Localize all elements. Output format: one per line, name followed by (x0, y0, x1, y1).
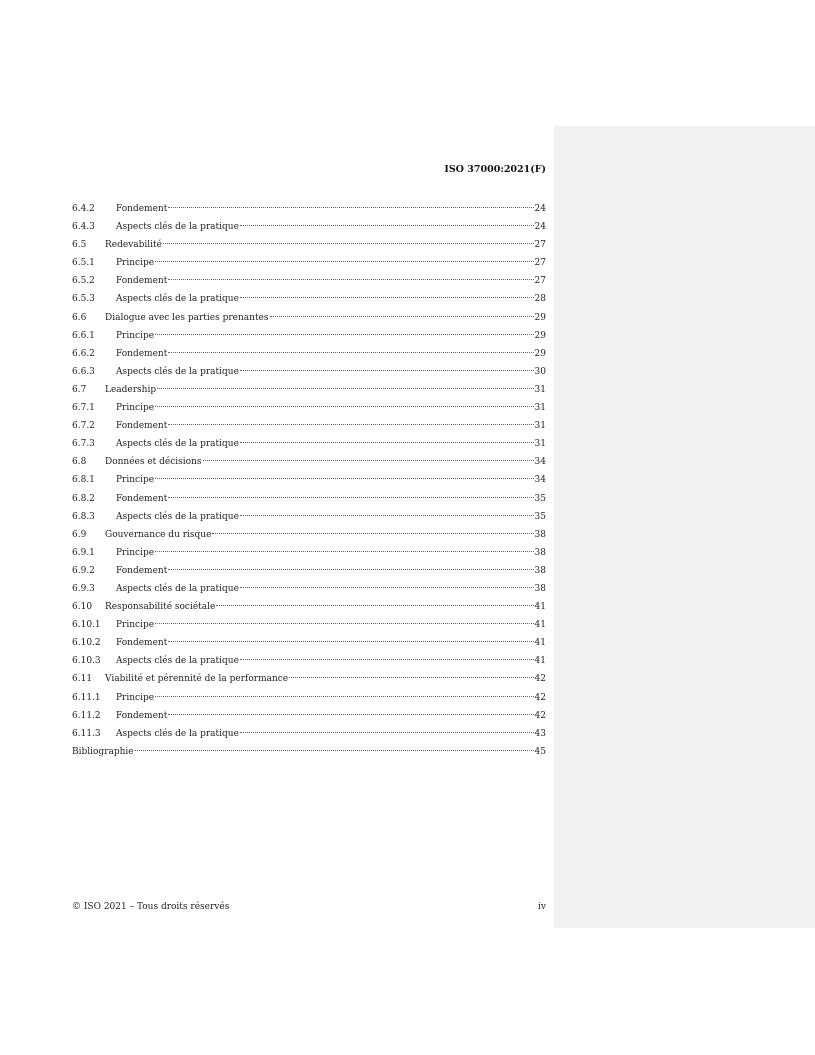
toc-dot-leader (135, 750, 534, 751)
toc-entry-page: 27 (534, 276, 546, 287)
toc-dot-leader (155, 623, 534, 624)
toc-entry[interactable] (72, 236, 546, 254)
toc-entry[interactable] (72, 471, 546, 489)
toc-entry[interactable] (72, 272, 546, 290)
toc-entry[interactable] (72, 290, 546, 308)
toc-entry-title: Aspects clés de la pratique (116, 294, 239, 305)
toc-entry-title: Fondement (116, 204, 168, 214)
toc-dot-leader (168, 207, 533, 208)
toc-entry-number: 6.11.2 (72, 710, 101, 721)
toc-entry-title: Bibliographie (72, 746, 134, 757)
toc-entry[interactable] (72, 327, 546, 345)
toc-entry-number: 6.10.1 (72, 620, 101, 631)
toc-entry[interactable] (72, 345, 546, 363)
toc-dot-leader (203, 460, 534, 461)
toc-entry-page: 27 (534, 240, 546, 251)
toc-entry-page: 41 (534, 602, 546, 613)
toc-entry-number: 6.8.1 (72, 475, 95, 486)
toc-entry-number: 6.6.2 (72, 348, 95, 359)
toc-entry-title: Principe (116, 258, 155, 269)
toc-entry[interactable] (72, 218, 546, 236)
toc-dot-leader (240, 442, 534, 443)
toc-dot-leader (155, 696, 534, 697)
toc-dot-leader (157, 388, 533, 389)
toc-entry-page: 28 (534, 294, 546, 305)
toc-dot-leader (168, 641, 533, 642)
toc-entry-title: Fondement (116, 348, 168, 359)
toc-dot-leader (168, 714, 533, 715)
toc-entry-number: 6.6.1 (72, 330, 95, 341)
toc-entry[interactable] (72, 689, 546, 707)
toc-dot-leader (163, 243, 534, 244)
toc-dot-leader (270, 316, 534, 317)
toc-entry-page: 35 (534, 511, 546, 522)
toc-entry[interactable] (72, 526, 546, 544)
toc-entry-title: Aspects clés de la pratique (116, 583, 239, 594)
toc-entry-page: 42 (534, 692, 546, 703)
toc-entry-page: 41 (534, 620, 546, 631)
toc-entry-title: Fondement (116, 565, 168, 576)
footer-copyright: © ISO 2021 – Tous droits réservés (72, 902, 230, 912)
toc-entry-number: 6.4.3 (72, 222, 95, 233)
toc-entry-page: 43 (534, 728, 546, 739)
toc-entry-page: 34 (534, 457, 546, 468)
toc-entry-title: Redevabilité (105, 240, 162, 251)
toc-entry-title: Fondement (116, 276, 168, 287)
toc-entry-title: Aspects clés de la pratique (116, 222, 239, 233)
toc-entry-page: 29 (534, 330, 546, 341)
toc-entry-title: Viabilité et pérennité de la performance (105, 674, 289, 685)
toc-entry-title: Principe (116, 475, 155, 486)
toc-entry-page: 34 (534, 475, 546, 486)
toc-entry-number: 6.8 (72, 457, 87, 468)
toc-entry-title: Aspects clés de la pratique (116, 439, 239, 450)
toc-entry[interactable] (72, 707, 546, 725)
toc-entry-number: 6.6 (72, 312, 87, 323)
toc-entry-title: Principe (116, 547, 155, 558)
toc-entry[interactable] (72, 363, 546, 381)
toc-entry-number: 6.7.1 (72, 403, 95, 414)
toc-dot-leader (289, 677, 533, 678)
toc-entry-number: 6.5.1 (72, 258, 95, 269)
toc-entry-page: 29 (534, 312, 546, 323)
toc-entry[interactable] (72, 743, 546, 761)
toc-entry[interactable] (72, 670, 546, 688)
toc-entry-title: Aspects clés de la pratique (116, 656, 239, 667)
toc-entry[interactable] (72, 580, 546, 598)
toc-entry-page: 24 (534, 204, 546, 214)
toc-dot-leader (155, 406, 534, 407)
toc-dot-leader (216, 605, 533, 606)
toc-entry-page: 31 (534, 384, 546, 395)
toc-dot-leader (240, 515, 534, 516)
toc-dot-leader (168, 279, 533, 280)
toc-entry-page: 31 (534, 421, 546, 432)
toc-entry-number: 6.5.3 (72, 294, 95, 305)
toc-dot-leader (168, 424, 533, 425)
toc-dot-leader (155, 551, 534, 552)
toc-dot-leader (212, 533, 533, 534)
toc-entry-page: 42 (534, 674, 546, 685)
toc-entry-page: 45 (534, 746, 546, 757)
toc-entry-number: 6.8.3 (72, 511, 95, 522)
toc-entry[interactable] (72, 562, 546, 580)
toc-entry-page: 41 (534, 638, 546, 649)
toc-entry-number: 6.5 (72, 240, 87, 251)
toc-entry-page: 41 (534, 656, 546, 667)
toc-entry-title: Gouvernance du risque (105, 529, 212, 540)
toc-entry-page: 38 (534, 547, 546, 558)
toc-entry-title: Aspects clés de la pratique (116, 511, 239, 522)
toc-dot-leader (155, 478, 534, 479)
document-header: ISO 37000:2021(F) (444, 164, 546, 175)
toc-entry-number: 6.7.3 (72, 439, 95, 450)
toc-dot-leader (240, 370, 534, 371)
toc-dot-leader (240, 659, 534, 660)
toc-entry-number: 6.11.1 (72, 692, 101, 703)
toc-entry-number: 6.10.2 (72, 638, 101, 649)
toc-entry[interactable] (72, 634, 546, 652)
toc-entry-title: Aspects clés de la pratique (116, 366, 239, 377)
toc-entry[interactable] (72, 381, 546, 399)
toc-entry[interactable] (72, 508, 546, 526)
toc-entry[interactable] (72, 652, 546, 670)
toc-entry-number: 6.10 (72, 602, 93, 613)
toc-entry-number: 6.11.3 (72, 728, 101, 739)
toc-entry-number: 6.8.2 (72, 493, 95, 504)
toc-dot-leader (240, 225, 534, 226)
toc-entry-page: 31 (534, 439, 546, 450)
toc-entry-page: 29 (534, 348, 546, 359)
toc-entry-title: Fondement (116, 638, 168, 649)
toc-entry-page: 38 (534, 583, 546, 594)
toc-entry-page: 27 (534, 258, 546, 269)
toc-entry-page: 24 (534, 222, 546, 233)
toc-entry-title: Fondement (116, 421, 168, 432)
toc-entry-title: Principe (116, 403, 155, 414)
toc-entry-number: 6.7 (72, 384, 87, 395)
toc-entry-number: 6.9 (72, 529, 87, 540)
toc-entry-page: 31 (534, 403, 546, 414)
toc-entry-number: 6.5.2 (72, 276, 95, 287)
toc-entry-title: Données et décisions (105, 457, 202, 468)
comment-pane (554, 126, 815, 928)
toc-entry[interactable] (72, 200, 546, 218)
toc-dot-leader (240, 732, 534, 733)
toc-entry-page: 38 (534, 565, 546, 576)
toc-entry-number: 6.6.3 (72, 366, 95, 377)
table-of-contents (72, 200, 546, 761)
toc-entry-number: 6.7.2 (72, 421, 95, 432)
toc-entry[interactable] (72, 399, 546, 417)
toc-dot-leader (168, 569, 533, 570)
toc-entry[interactable] (72, 725, 546, 743)
toc-entry-number: 6.10.3 (72, 656, 101, 667)
toc-entry-title: Dialogue avec les parties prenantes (105, 312, 269, 323)
toc-entry-page: 38 (534, 529, 546, 540)
toc-dot-leader (168, 352, 533, 353)
toc-entry-number: 6.9.2 (72, 565, 95, 576)
toc-dot-leader (168, 497, 533, 498)
toc-entry-title: Leadership (105, 384, 157, 395)
toc-entry-title: Principe (116, 692, 155, 703)
toc-entry-number: 6.11 (72, 674, 93, 685)
toc-entry-title: Fondement (116, 493, 168, 504)
toc-dot-leader (240, 587, 534, 588)
toc-entry-title: Principe (116, 620, 155, 631)
toc-entry-page: 35 (534, 493, 546, 504)
toc-dot-leader (155, 334, 534, 335)
toc-entry-title: Responsabilité sociétale (105, 602, 216, 613)
toc-entry-page: 42 (534, 710, 546, 721)
toc-entry-number: 6.9.3 (72, 583, 95, 594)
toc-dot-leader (155, 261, 534, 262)
toc-entry-title: Fondement (116, 710, 168, 721)
toc-entry[interactable] (72, 616, 546, 634)
toc-entry-number: 6.4.2 (72, 204, 95, 214)
toc-entry[interactable] (72, 453, 546, 471)
toc-entry[interactable] (72, 544, 546, 562)
footer-page-number: iv (538, 902, 546, 912)
toc-entry[interactable] (72, 598, 546, 616)
toc-entry-number: 6.9.1 (72, 547, 95, 558)
toc-entry-page: 30 (534, 366, 546, 377)
toc-entry[interactable] (72, 490, 546, 508)
toc-entry[interactable] (72, 254, 546, 272)
toc-entry-title: Principe (116, 330, 155, 341)
toc-dot-leader (240, 297, 534, 298)
toc-entry-title: Aspects clés de la pratique (116, 728, 239, 739)
toc-entry[interactable] (72, 309, 546, 327)
toc-entry[interactable] (72, 417, 546, 435)
toc-entry[interactable] (72, 435, 546, 453)
